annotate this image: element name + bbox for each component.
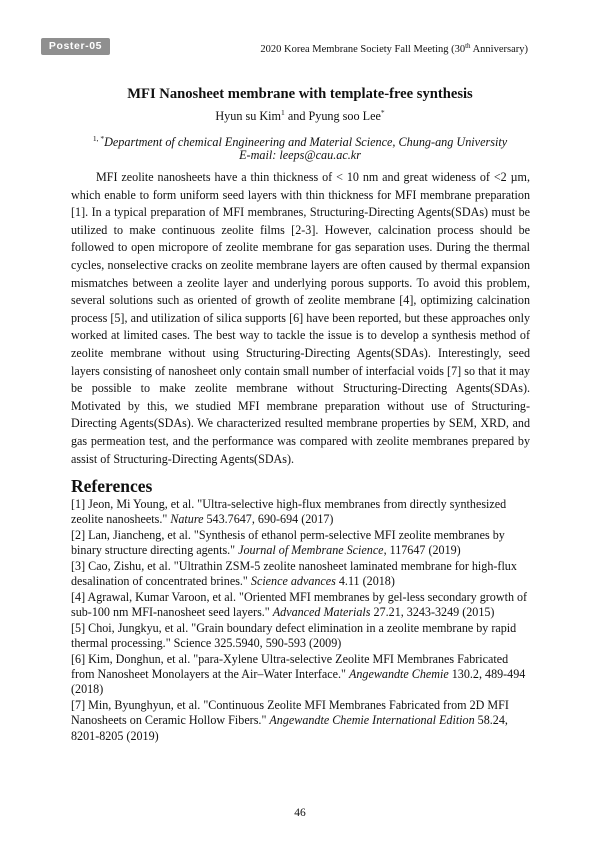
author-email: E-mail: leeps@cau.ac.kr [239,148,361,162]
conference-suffix: Anniversary) [470,44,528,55]
affiliation-superscript: 1, * [92,134,105,143]
abstract-body: MFI zeolite nanosheets have a thin thickness of < 10 nm and great wideness of <2 µm, which enable to form uniform seed layers with thin thickness for MFI membrane preparation [1]. In a typical preparation of MFI membranes, Structuring-Directing Agents(SDAs) must be utilized to make continuous zeolite films [2-3]. However, calcination process should be followed to open micropore of zeolite membrane for gas separation uses. During the thermal cycles, nonselective cracks on zeolite membrane layers are often caused by thermal expansion mismatches between a zeolite layer and underlying porous supports. To avoid this problem, several solutions such as oriented of growth of zeolite membrane [4], optimizing calcination process [5], and utilization of silica supports [6] have been reported, but these approaches only worked at limited cases. The best way to tackle the issue is to develop a synthesis method of zeolite membrane without using Structuring-Directing Agents(SDAs). Interestingly, seed layers consisting of nanosheet only contain small number of interfacial voids [7] so that it may be possible to make zeolite membrane without Structuring-Directing Agents(SDAs). Motivated by this, we studied MFI membrane preparation without use of Structuring-Directing Agents(SDAs). We characterized resulted membrane properties by SEM, XRD, and gas permeation test, and the performance was compared with zeolite membranes prepared by assist of Structuring-Directing Agents(SDAs). [71,170,530,466]
reference-text: [7] Min, Byunghyun, et al. "Continuous Zeolite MFI Membranes Fabricated from 2D MFI Nanosheets on Ceramic Hollow Fibers." [71,698,509,728]
reference-details: 58.24, 8201-8205 (2019) [71,713,508,743]
reference-journal: Angewandte Chemie [348,667,449,682]
references-heading: References [71,476,153,496]
author-2: Pyung soo Lee [308,109,381,123]
paper-title: MFI Nanosheet membrane with template-free synthesis [127,86,473,102]
author-2-superscript: * [380,108,385,117]
reference-item [71,590,530,620]
reference-journal: Nature [170,512,204,527]
reference-item [71,698,530,744]
reference-text: [2] Lan, Jiancheng, et al. "Synthesis of ethanol perm-selective MFI zeolite membranes by binary structure directing agents." [71,528,505,558]
reference-item [71,559,530,589]
reference-text: [3] Cao, Zishu, et al. "Ultrathin ZSM-5 zeolite nanosheet laminated membrane for high-flux desalination of concentrated brines." [71,559,517,589]
author-conjunction: and [284,109,309,123]
reference-item [71,652,530,698]
reference-item [71,621,530,651]
conference-superscript: th [465,42,471,50]
reference-text: [4] Agrawal, Kumar Varoon, et al. "Oriented MFI membranes by gel-less secondary growth of sub-100 nm MFI-nanosheet seed layers." [71,590,528,620]
reference-journal: Advanced Materials [272,605,371,620]
author-1-superscript: 1 [281,108,285,117]
poster-badge: Poster-05 [41,38,110,55]
reference-details: 130.2, 489-494 (2018) [71,667,526,697]
affiliation-text: Department of chemical Engineering and Material Science, Chung-ang University [104,135,508,149]
reference-details: , 117647 (2019) [383,543,461,558]
reference-item [71,528,530,558]
references-list [71,497,530,744]
reference-details: 27.21, 3243-3249 (2015) [370,605,495,620]
reference-item [71,497,530,527]
page-number: 46 [294,807,306,819]
reference-text: [1] Jeon, Mi Young, et al. "Ultra-selective high-flux membranes from directly synthesized zeolite nanosheets." [71,497,507,527]
author-1: Hyun su Kim [215,109,282,123]
conference-header [260,42,528,55]
conference-name: 2020 Korea Membrane Society Fall Meeting (30 [260,44,466,55]
reference-details: 543.7647, 690-694 (2017) [203,512,334,527]
author-line [0,108,600,124]
reference-details: 4.11 (2018) [335,574,395,589]
reference-journal: Science advances [250,574,336,589]
reference-text: [5] Choi, Jungkyu, et al. "Grain boundary defect elimination in a zeolite membrane by rapid thermal processing." Science 325.5940, 590-593 (2009) [71,621,517,651]
reference-journal: Journal of Membrane Science [238,543,384,558]
reference-text: [6] Kim, Donghun, et al. "para-Xylene Ultra-selective Zeolite MFI Membranes Fabricated from Nanosheet Monolayers at the Air–Water Interface." [71,652,509,682]
reference-journal: Angewandte Chemie International Edition [269,713,475,728]
